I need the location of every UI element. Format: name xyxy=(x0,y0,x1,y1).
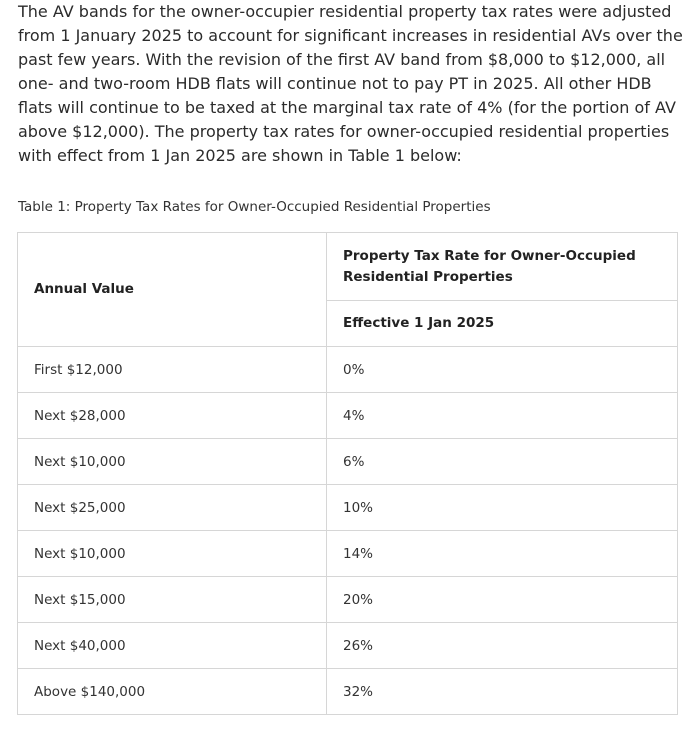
table-row xyxy=(18,669,678,715)
annual-value-cell: Next $10,000 xyxy=(18,439,327,485)
table-row xyxy=(18,531,678,577)
table-row xyxy=(18,577,678,623)
tax-rate-cell: 0% xyxy=(327,347,678,393)
intro-paragraph: The AV bands for the owner-occupier residential property tax rates were adjusted from 1 January 2025 to account for significant increases in residential AVs over the past few years. With the revision of the first AV band from $8,000 to $12,000, all one- and two-room HDB flats will continue not to pay PT in 2025. All other HDB flats will continue to be taxed at the marginal tax rate of 4% (for the portion of AV above $12,000). The property tax rates for owner-occupied residential properties with effect from 1 Jan 2025 are shown in Table 1 below: xyxy=(18,2,683,165)
table-body xyxy=(18,347,678,715)
table-row xyxy=(18,393,678,439)
tax-rate-cell: 4% xyxy=(327,393,678,439)
annual-value-cell: First $12,000 xyxy=(18,347,327,393)
annual-value-cell: Next $25,000 xyxy=(18,485,327,531)
header-annual-value: Annual Value xyxy=(18,233,327,347)
annual-value-cell: Next $10,000 xyxy=(18,531,327,577)
tax-rate-cell: 6% xyxy=(327,439,678,485)
header-effective-date: Effective 1 Jan 2025 xyxy=(327,301,678,347)
annual-value-cell: Above $140,000 xyxy=(18,669,327,715)
annual-value-cell: Next $15,000 xyxy=(18,577,327,623)
property-tax-rates-table xyxy=(17,232,678,715)
table-caption: Table 1: Property Tax Rates for Owner-Occupied Residential Properties xyxy=(18,199,491,215)
tax-rate-cell: 20% xyxy=(327,577,678,623)
header-tax-rate: Property Tax Rate for Owner-Occupied Residential Properties xyxy=(327,233,678,301)
tax-rate-cell: 26% xyxy=(327,623,678,669)
table-header-row xyxy=(18,233,678,301)
tax-rate-cell: 10% xyxy=(327,485,678,531)
table-row xyxy=(18,623,678,669)
annual-value-cell: Next $40,000 xyxy=(18,623,327,669)
table-row xyxy=(18,485,678,531)
table-row xyxy=(18,439,678,485)
table-row xyxy=(18,347,678,393)
annual-value-cell: Next $28,000 xyxy=(18,393,327,439)
tax-rate-cell: 32% xyxy=(327,669,678,715)
tax-rate-cell: 14% xyxy=(327,531,678,577)
